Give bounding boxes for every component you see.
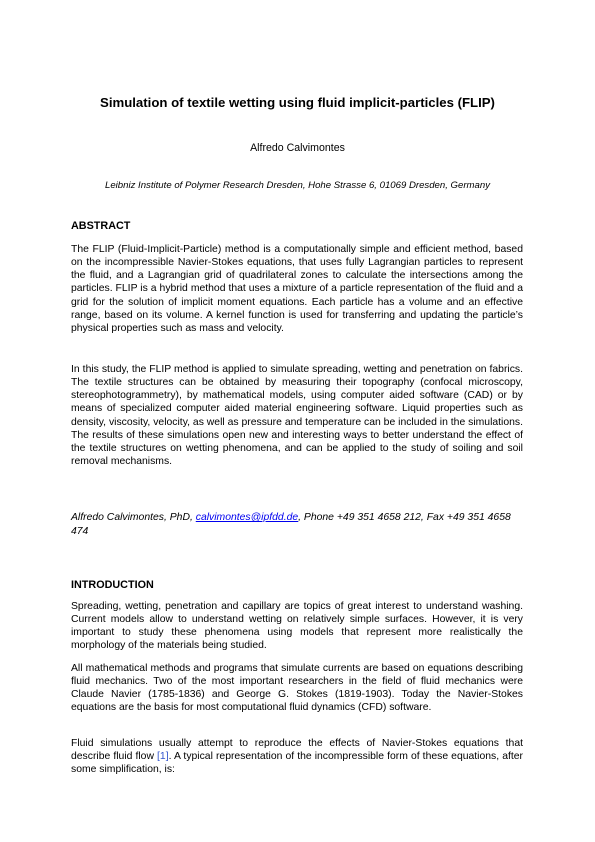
- introduction-paragraph-3: [71, 737, 523, 776]
- paper-title: Simulation of textile wetting using fluid implicit-particles (FLIP): [100, 95, 495, 110]
- introduction-paragraph-1: Spreading, wetting, penetration and capillary are topics of great interest to understand washing. Current models allow to understand wetting on relatively simple surfaces. However, it is very important to study these phenomena using models that represent more realistically the morphology of the materials being studied.: [71, 601, 523, 652]
- intro-p3-text-a: Fluid simulations usually attempt to reproduce the effects of Navier-Stokes equations that describe fluid flow: [71, 738, 523, 763]
- author-name: Alfredo Calvimontes: [250, 142, 345, 154]
- abstract-paragraph-2: In this study, the FLIP method is applied to simulate spreading, wetting and penetration on fabrics. The textile structures can be obtained by measuring their topography (confocal microscopy, stereophotogrammetry), by mathematical models, using computer aided software (CAD) or by means of specialized computer aided material engineering software. Liquid properties such as density, viscosity, velocity, as well as pressure and temperature can be included in the simulations. The results of these simulations open new and interesting ways to better understand the effect of the textile structures on wetting phenomena, and can be applied to the study of soiling and soil removal mechanisms.: [71, 364, 523, 468]
- contact-email-link[interactable]: calvimontes@ipfdd.de: [195, 512, 299, 523]
- introduction-paragraph-2: All mathematical methods and programs that simulate currents are based on equations describing fluid mechanics. Two of the most important researchers in the field of fluid mechanics were Claude Navier (1785-1836) and George G. Stokes (1819-1903). Today the Navier-Stokes equations are the basis for most computational fluid dynamics (CFD) software.: [71, 663, 523, 714]
- citation-ref-1[interactable]: [1]: [157, 751, 169, 763]
- introduction-heading: INTRODUCTION: [71, 579, 154, 591]
- author-affiliation: Leibniz Institute of Polymer Research Dresden, Hohe Strasse 6, 01069 Dresden, Germany: [104, 180, 490, 191]
- abstract-heading: ABSTRACT: [71, 220, 131, 232]
- intro-p3-text-b: . A typical representation of the incompressible form of these equations, after some simplification, is:: [71, 751, 523, 776]
- contact-prefix: Alfredo Calvimontes, PhD,: [71, 512, 196, 523]
- abstract-paragraph-1: The FLIP (Fluid-Implicit-Particle) method is a computationally simple and efficient method, based on the incompressible Navier-Stokes equations, that uses fully Lagrangian particles to represent the fluid, and a Lagrangian grid of quadrilateral zones to calculate the intersections among the particles. FLIP is a hybrid method that uses a mixture of a particle representation of the fluid and a grid for the solution of implicit moment equations. Each particle has a volume and an effective range, based on its volume. A kernel function is used for transferring and updating the particle’s physical properties such as mass and velocity.: [71, 244, 523, 334]
- contact-suffix: , Phone +49 351 4658 212, Fax +49 351 4658 474: [71, 512, 511, 538]
- contact-line: [71, 511, 523, 539]
